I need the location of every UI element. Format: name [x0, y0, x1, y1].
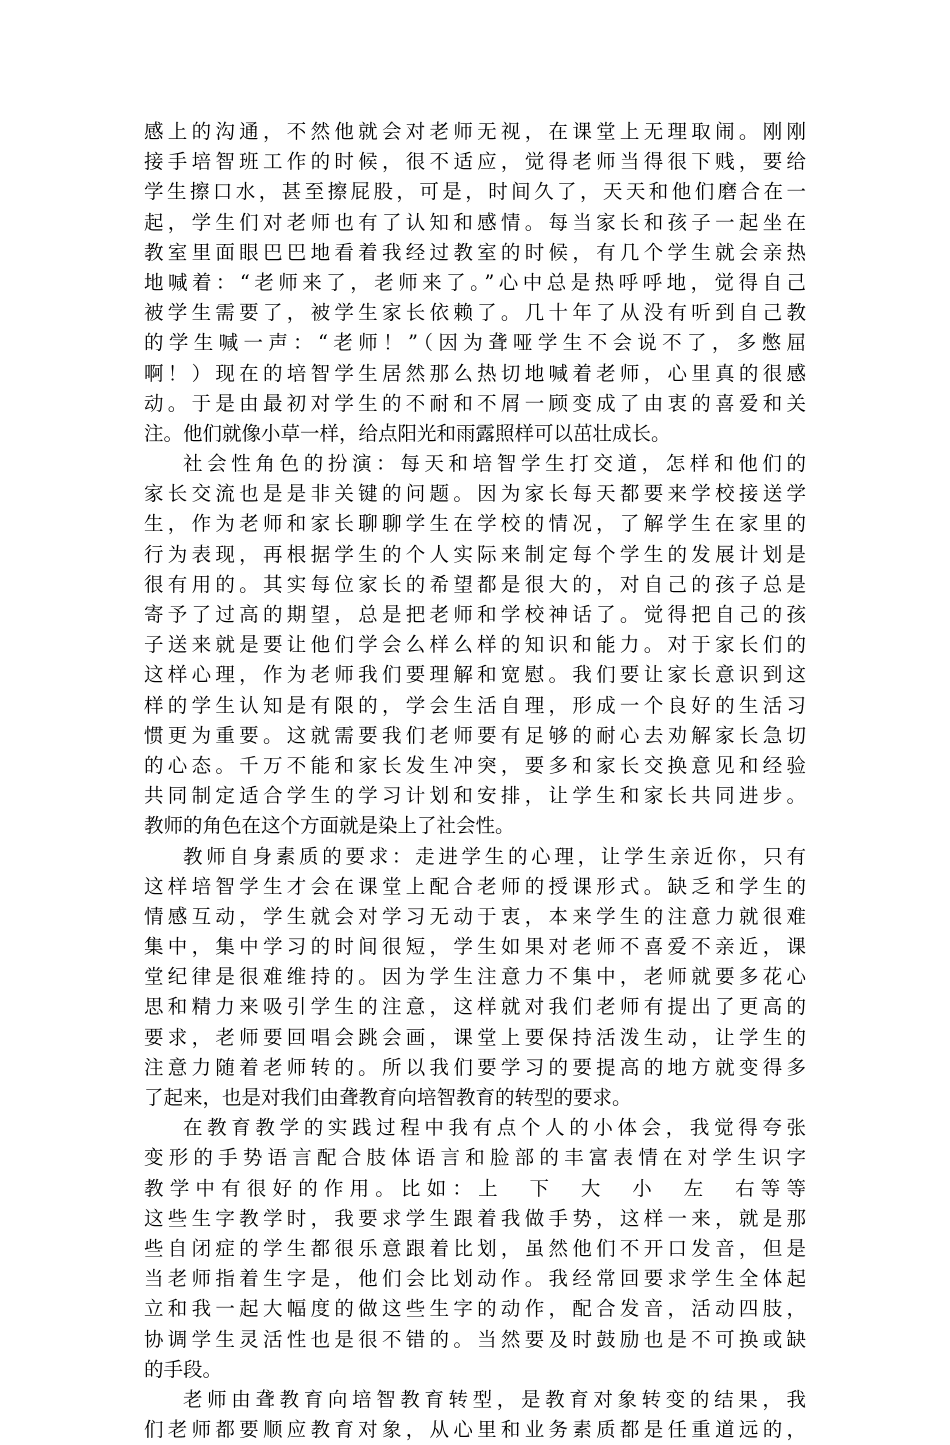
- text-line: 被学生需要了，被学生家长依赖了。几十年了从没有听到自己教: [144, 301, 806, 325]
- text-line: 家长交流也是是非关键的问题。因为家长每天都要来学校接送学: [144, 482, 806, 506]
- document-body: [144, 117, 806, 1445]
- paragraph-first-line: 老师由聋教育向培智教育转型，是教育对象转变的结果，我: [183, 1387, 806, 1411]
- text-line: 集中，集中学习的时间很短，学生如果对老师不喜爱不亲近，课: [144, 935, 806, 959]
- text-line: 们老师都要顺应教育对象，从心里和业务素质都是任重道远的，: [144, 1418, 806, 1442]
- paragraph-first-line: 在教育教学的实践过程中我有点个人的小体会，我觉得夸张: [183, 1116, 806, 1140]
- text-line: 学生擦口水，甚至擦屁股，可是，时间久了，天天和他们磨合在一: [144, 180, 806, 204]
- text-line: 思和精力来吸引学生的注意，这样就对我们老师有提出了更高的: [144, 995, 806, 1019]
- text-line: 惯更为重要。这就需要我们老师要有足够的耐心去劝解家长急切: [144, 723, 806, 747]
- text-line: 教室里面眼巴巴地看着我经过教室的时候，有几个学生就会亲热: [144, 240, 806, 264]
- text-line: 行为表现，再根据学生的个人实际来制定每个学生的发展计划是: [144, 542, 806, 566]
- text-line: 情感互动，学生就会对学习无动于衷，本来学生的注意力就很难: [144, 904, 806, 928]
- text-line: 堂纪律是很难维持的。因为学生注意力不集中，老师就要多花心: [144, 965, 806, 989]
- text-line: 的手段。: [144, 1357, 223, 1381]
- text-line: 注意力随着老师转的。所以我们要学习的要提高的地方就变得多: [144, 1055, 806, 1079]
- text-line: 立和我一起大幅度的做这些生字的动作，配合发音，活动四肢，: [144, 1297, 806, 1321]
- text-line: 当老师指着生字是，他们会比划动作。我经常回要求学生全体起: [144, 1267, 806, 1291]
- text-line: 这些生字教学时，我要求学生跟着我做手势，这样一来，就是那: [144, 1206, 806, 1230]
- text-line: 协调学生灵活性也是很不错的。当然要及时鼓励也是不可换或缺: [144, 1327, 806, 1351]
- text-line: 这样培智学生才会在课堂上配合老师的授课形式。缺乏和学生的: [144, 874, 806, 898]
- paragraph-first-line: 社会性角色的扮演：每天和培智学生打交道，怎样和他们的: [183, 452, 806, 476]
- text-line: 接手培智班工作的时候，很不适应，觉得老师当得很下贱，要给: [144, 150, 806, 174]
- text-line: 动。于是由最初对学生的不耐和不屑一顾变成了由衷的喜爱和关: [144, 391, 806, 415]
- text-line: 要求，老师要回唱会跳会画，课堂上要保持活泼生动，让学生的: [144, 1025, 806, 1049]
- text-line: 很有用的。其实每位家长的希望都是很大的，对自己的孩子总是: [144, 572, 806, 596]
- text-line: 的心态。千万不能和家长发生冲突，要多和家长交换意见和经验: [144, 753, 806, 777]
- text-line: 生，作为老师和家长聊聊学生在学校的情况，了解学生在家里的: [144, 512, 806, 536]
- text-line: 地喊着：“老师来了，老师来了。”心中总是热呼呼地，觉得自己: [144, 270, 806, 294]
- text-line: 了起来，也是对我们由聋教育向培智教育的转型的要求。: [144, 1086, 632, 1109]
- text-line: 些自闭症的学生都很乐意跟着比划，虽然他们不开口发音，但是: [144, 1236, 806, 1260]
- text-line: 子送来就是要让他们学会么样么样的知识和能力。对于家长们的: [144, 633, 806, 657]
- text-line: 这样心理，作为老师我们要理解和宽慰。我们要让家长意识到这: [144, 663, 806, 687]
- text-line: 起，学生们对老师也有了认知和感情。每当家长和孩子一起坐在: [144, 210, 806, 234]
- text-line: 样的学生认知是有限的，学会生活自理，形成一个良好的生活习: [144, 693, 806, 717]
- text-line: 啊！）现在的培智学生居然那么热切地喊着老师，心里真的很感: [144, 361, 806, 385]
- text-line: 寄予了过高的期望，总是把老师和学校神话了。觉得把自己的孩: [144, 603, 806, 626]
- text-line: 感上的沟通，不然他就会对老师无视，在课堂上无理取闹。刚刚: [144, 120, 806, 143]
- text-line: 注。他们就像小草一样，给点阳光和雨露照样可以茁壮成长。: [144, 421, 671, 445]
- text-line: 教学中有很好的作用。比如：上 下 大 小 左 右等等: [144, 1176, 806, 1200]
- paragraph-first-line: 教师自身素质的要求：走进学生的心理，让学生亲近你，只有: [183, 844, 806, 868]
- text-line: 的学生喊一声：“老师！”（因为聋哑学生不会说不了，多憋屈: [144, 331, 806, 355]
- text-line: 教师的角色在这个方面就是染上了社会性。: [144, 814, 515, 838]
- text-line: 变形的手势语言配合肢体语言和脸部的丰富表情在对学生识字: [144, 1146, 806, 1170]
- text-line: 共同制定适合学生的学习计划和安排，让学生和家长共同进步。: [144, 784, 806, 808]
